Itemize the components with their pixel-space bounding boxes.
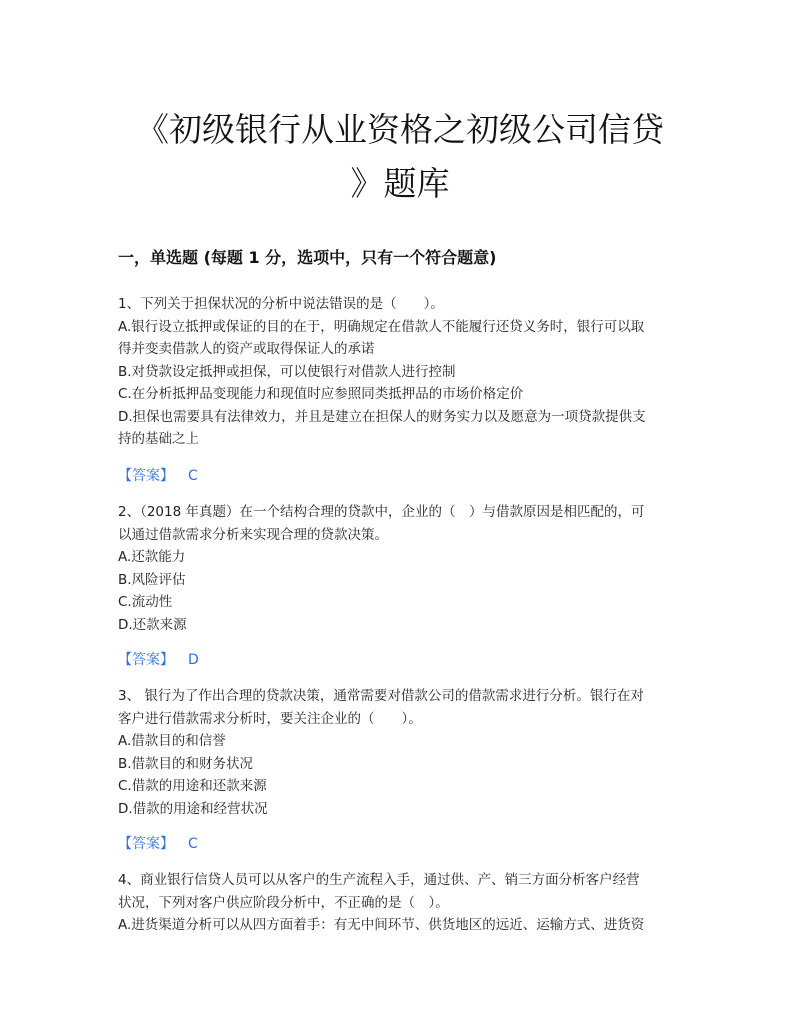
question-2 <box>118 501 688 636</box>
question-2-answer <box>118 649 199 671</box>
question-4-option-a: A.进货渠道分析可以从四方面着手：有无中间环节、供货地区的远近、运输方式、进货资 <box>118 917 645 933</box>
question-3-option-d: D.借款的用途和经营状况 <box>118 800 268 817</box>
question-2-stem-cont: 以通过借款需求分析来实现合理的贷款决策。 <box>118 526 388 543</box>
question-1-stem: 1、下列关于担保状况的分析中说法错误的是（ ）。 <box>118 296 444 312</box>
section-heading: 一，单选题 (每题 1 分，选项中，只有一个符合题意) <box>118 248 497 267</box>
answer-label: 【答案】 <box>118 652 174 668</box>
question-4 <box>118 869 688 937</box>
answer-value: C <box>188 468 198 484</box>
document-title-line-2: 》题库 <box>350 164 450 203</box>
question-2-stem: 2、（2018 年真题）在一个结构合理的贷款中，企业的（ ）与借款原因是相匹配的，可 <box>118 504 645 520</box>
answer-label: 【答案】 <box>118 468 174 484</box>
question-1-answer <box>118 465 198 487</box>
question-3-stem: 3、 银行为了作出合理的贷款决策，通常需要对借款公司的借款需求进行分析。银行在对 <box>118 688 644 704</box>
question-1-option-b: B.对贷款设定抵押或担保，可以使银行对借款人进行控制 <box>118 363 456 380</box>
question-4-stem: 4、商业银行信贷人员可以从客户的生产流程入手，通过供、产、销三方面分析客户经营 <box>118 872 640 888</box>
question-2-option-b: B.风险评估 <box>118 571 186 588</box>
question-1-option-c: C.在分析抵押品变现能力和现值时应参照同类抵押品的市场价格定价 <box>118 386 524 402</box>
answer-value: D <box>188 652 199 668</box>
answer-label: 【答案】 <box>118 836 174 852</box>
document-title-line-1: 《初级银行从业资格之初级公司信贷 <box>136 110 664 149</box>
question-3-option-a: A.借款目的和信誉 <box>118 733 226 749</box>
question-2-option-c: C.流动性 <box>118 594 173 610</box>
question-2-option-a: A.还款能力 <box>118 549 186 565</box>
question-1 <box>118 293 688 451</box>
question-1-option-a: A.银行设立抵押或保证的目的在于，明确规定在借款人不能履行还贷义务时，银行可以取 <box>118 318 645 335</box>
question-3-stem-cont: 客户进行借款需求分析时，要关注企业的（ ）。 <box>118 710 422 727</box>
question-3 <box>118 685 688 820</box>
question-4-stem-cont: 状况，下列对客户供应阶段分析中，不正确的是（ ）。 <box>118 894 449 911</box>
question-1-option-d: D.担保也需要具有法律效力，并且是建立在担保人的财务实力以及愿意为一项贷款提供支 <box>118 408 646 425</box>
question-3-answer <box>118 833 198 855</box>
question-1-option-d-cont: 持的基础之上 <box>118 431 199 447</box>
question-3-option-c: C.借款的用途和还款来源 <box>118 778 267 794</box>
answer-value: C <box>188 836 198 852</box>
question-3-option-b: B.借款目的和财务状况 <box>118 755 254 772</box>
question-2-option-d: D.还款来源 <box>118 616 187 633</box>
question-1-option-a-cont: 得并变卖借款人的资产或取得保证人的承诺 <box>118 341 375 357</box>
